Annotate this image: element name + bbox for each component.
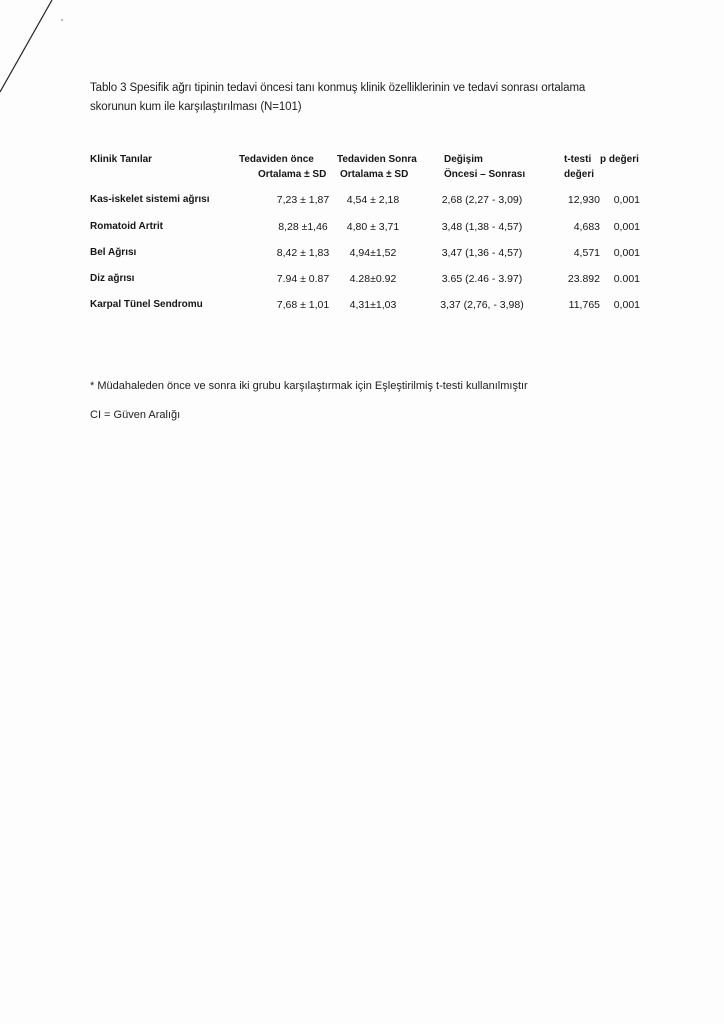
header-after-line1: Tedaviden Sonra [337,154,417,165]
footnote-method: * Müdahaleden önce ve sonra iki grubu karşılaştırmak için Eşleştirilmiş t-testi kullanılmıştır [90,380,528,392]
cell-after: 4.28±0.92 [349,273,397,285]
cell-ttest: 23.892 [567,273,600,285]
cell-change: 3,37 (2,76, - 3,98) [440,299,524,311]
cell-after: 4,94±1,52 [349,247,397,259]
cell-pvalue: 0,001 [613,194,640,206]
caption-line-2: skorunun kum ile karşılaştırılması (N=101) [90,101,302,113]
cell-diagnosis: Kas-iskelet sistemi ağrısı [90,194,210,205]
cell-before: 7.94 ± 0.87 [276,273,330,285]
cell-pvalue: 0,001 [613,299,640,311]
cell-ttest: 11,765 [568,299,600,311]
scan-edge-line [0,0,80,95]
header-change [444,152,525,182]
cell-before: 7,68 ± 1,01 [276,299,330,311]
cell-diagnosis: Romatoid Artrit [90,221,163,232]
table-row [90,271,660,287]
caption-line-1: Tablo 3 Spesifik ağrı tipinin tedavi öncesi tanı konmuş klinik özelliklerinin ve tedavi sonrası ortalama [90,82,586,94]
header-diagnosis-label: Klinik Tanılar [90,154,153,165]
footnote-ci: CI = Güven Aralığı [90,409,181,421]
header-after-line2: Ortalama ± SD [340,169,409,180]
cell-pvalue: 0.001 [613,273,640,285]
header-before [239,152,326,182]
cell-diagnosis: Karpal Tünel Sendromu [90,299,203,310]
cell-after: 4,54 ± 2,18 [346,194,400,206]
cell-before: 8,42 ± 1,83 [276,247,330,259]
cell-after: 4,80 ± 3,71 [346,221,400,233]
cell-change: 3.65 (2.46 - 3.97) [441,273,523,285]
table-caption [90,79,650,117]
cell-before: 8,28 ±1,46 [278,221,328,233]
cell-ttest: 4,571 [573,247,600,259]
header-ttest-line2: değeri [564,169,595,180]
cell-ttest: 4,683 [573,221,600,233]
cell-change: 2,68 (2,27 - 3,09) [441,194,523,206]
cell-ttest: 12,930 [567,194,600,206]
cell-diagnosis: Diz ağrısı [90,273,135,284]
header-before-line1: Tedaviden önce [239,154,314,165]
header-pvalue-line1: p değeri [600,154,639,165]
cell-pvalue: 0,001 [613,247,640,259]
header-ttest-line1: t-testi [564,154,592,165]
header-change-line2: Öncesi – Sonrası [444,169,526,180]
header-diagnosis [90,152,152,167]
cell-pvalue: 0,001 [613,221,640,233]
cell-change: 3,47 (1,36 - 4,57) [441,247,523,259]
table-row [90,219,660,235]
header-before-line2: Ortalama ± SD [258,169,327,180]
table-row [90,297,660,313]
cell-before: 7,23 ± 1,87 [276,194,330,206]
header-pvalue [600,152,639,167]
header-after [337,152,417,182]
cell-change: 3,48 (1,38 - 4,57) [441,221,523,233]
header-ttest [564,152,594,182]
header-change-line1: Değişim [444,154,483,165]
cell-diagnosis: Bel Ağrısı [90,247,137,258]
table-row [90,245,660,261]
cell-after: 4,31±1,03 [349,299,397,311]
table-row [90,192,660,208]
